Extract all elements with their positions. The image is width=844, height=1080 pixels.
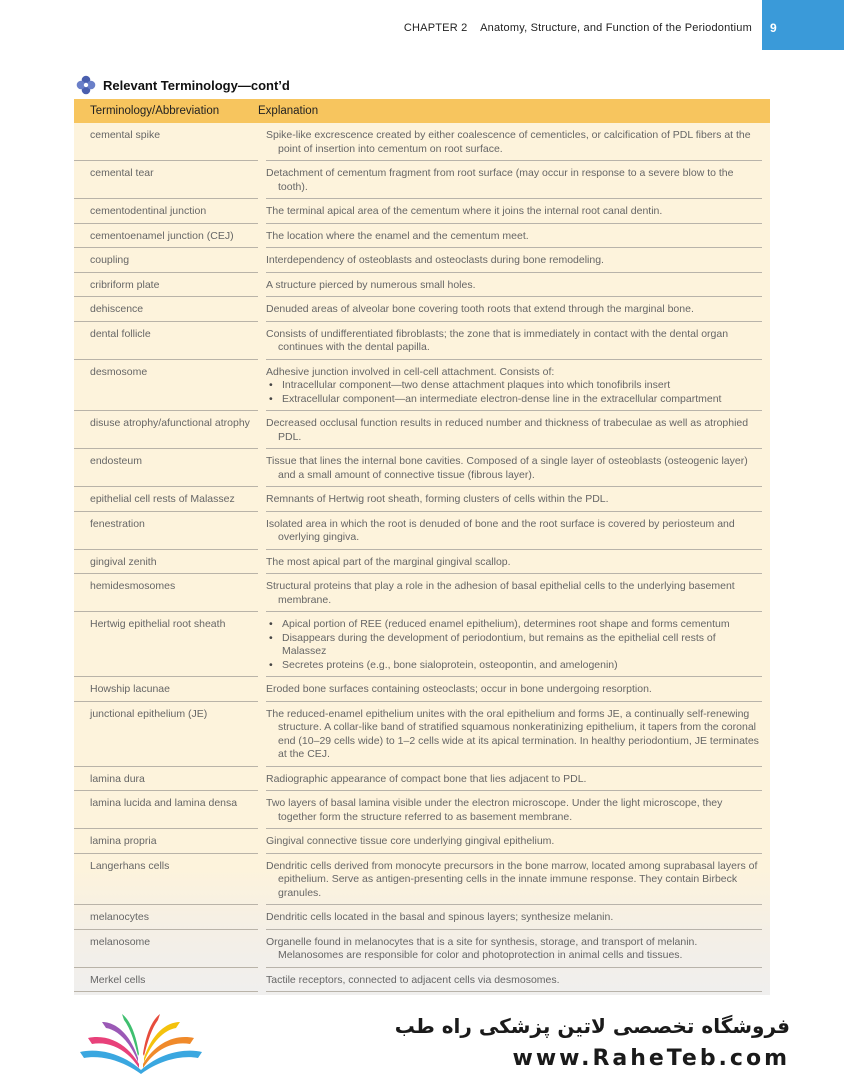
explanation-text: A structure pierced by numerous small holes. [266,278,476,291]
term-text: gingival zenith [90,555,157,568]
bullet-item: • Disappears during the development of periodontium, but remains as the epithelial cell rests of Malassez [266,632,762,659]
table-row [74,930,770,968]
term-text: Howship lacunae [90,683,170,695]
explanation-text: Tissue that lines the internal bone cavities. Composed of a single layer of osteoblasts (osteogenic layer) and a small amount of connective tissue (fibrous layer). [266,455,748,481]
explanation-text: Adhesive junction involved in cell-cell attachment. Consists of: [266,365,555,378]
explanation-cell [266,550,762,575]
term-cell [74,360,258,412]
term-cell [74,574,258,612]
term-text: dehiscence [90,303,144,315]
term-cell [74,829,258,854]
table-row [74,767,770,792]
explanation-text: The location where the enamel and the cementum meet. [266,229,529,242]
explanation-text: Detachment of cementum fragment from root surface (may occur in response to a severe blow to the tooth). [266,167,734,193]
column-gap [258,248,266,273]
column-header-term: Terminology/Abbreviation [90,105,220,117]
term-cell [74,930,258,968]
column-gap [258,273,266,298]
explanation-cell [266,297,762,322]
explanation-text: Structural proteins that play a role in the adhesion of basal epithelial cells to the underlying basement membrane. [266,580,735,606]
explanation-cell [266,322,762,360]
explanation-cell [266,791,762,829]
column-header-explanation: Explanation [258,105,319,117]
table-row [74,854,770,906]
term-cell [74,702,258,767]
explanation-cell [266,411,762,449]
term-cell [74,161,258,199]
explanation-cell [266,574,762,612]
chapter-label: CHAPTER 2 [403,22,468,34]
explanation-text: Interdependency of osteoblasts and osteoclasts during bone remodeling. [266,254,604,266]
explanation-text: Gingival connective tissue core underlying gingival epithelium. [266,835,555,847]
term-cell [74,411,258,449]
explanation-text: Decreased occlusal function results in reduced number and thickness of trabeculae as well as atrophied PDL. [266,417,749,443]
table-row [74,550,770,575]
term-cell [74,968,258,993]
term-cell [74,224,258,249]
term-text: desmosome [90,365,148,378]
column-gap [258,905,266,930]
explanation-cell [266,273,762,298]
column-gap [258,854,266,906]
column-gap [258,968,266,993]
term-cell [74,612,258,677]
column-gap [258,411,266,449]
open-book-logo [76,1008,206,1078]
table-row [74,905,770,930]
term-cell [74,767,258,792]
term-text: dental follicle [90,327,151,340]
table-row [74,411,770,449]
table-row [74,677,770,702]
column-gap [258,930,266,968]
explanation-cell [266,487,762,512]
explanation-cell [266,161,762,199]
term-cell [74,273,258,298]
term-text: cemental spike [90,129,161,141]
explanation-cell [266,677,762,702]
column-gap [258,297,266,322]
table-row [74,224,770,249]
bullet-list [266,379,762,406]
explanation-cell [266,123,762,161]
explanation-cell [266,449,762,487]
table-header [74,99,770,123]
explanation-text: Dendritic cells located in the basal and spinous layers; synthesize melanin. [266,911,614,923]
term-cell [74,322,258,360]
term-text: melanocytes [90,911,149,923]
explanation-text: The reduced-enamel epithelium unites with the oral epithelium and forms JE, a continually self-renewing structure. A collar-like band of stratified squamous nonkeratinizing epithelium, it tapers from the coronal end (10–29 cells wide) to 1–2 cells wide at its apical termination. In healthy periodontium, JE terminates at the CEJ. [266,707,759,760]
table-row [74,297,770,322]
term-cell [74,905,258,930]
table-row [74,322,770,360]
term-cell [74,550,258,575]
chapter-title: Anatomy, Structure, and Function of the Periodontium [480,22,752,34]
term-text: hemidesmosomes [90,580,176,592]
column-gap [258,677,266,702]
table-row [74,512,770,550]
explanation-cell [266,702,762,767]
explanation-cell [266,930,762,968]
term-text: Langerhans cells [90,859,170,872]
bullet-item: • Apical portion of REE (reduced enamel epithelium), determines root shape and forms cementum [266,618,762,632]
explanation-cell [266,905,762,930]
column-gap [258,512,266,550]
term-cell [74,791,258,829]
table-row [74,161,770,199]
table-row [74,449,770,487]
explanation-cell [266,512,762,550]
explanation-text: The terminal apical area of the cementum where it joins the internal root canal dentin. [266,205,663,217]
column-gap [258,612,266,677]
column-gap [258,791,266,829]
column-gap [258,829,266,854]
term-cell [74,487,258,512]
explanation-text: Tactile receptors, connected to adjacent cells via desmosomes. [266,973,560,986]
column-gap [258,322,266,360]
column-gap [258,767,266,792]
explanation-cell [266,829,762,854]
table-row [74,791,770,829]
term-cell [74,677,258,702]
term-cell [74,123,258,161]
term-cell [74,297,258,322]
term-cell [74,449,258,487]
table-row [74,199,770,224]
terminology-table [74,99,770,995]
table-row [74,829,770,854]
bullet-item: • Extracellular component—an intermediate electron-dense line in the extracellular compartment [266,393,762,407]
section-title: Relevant Terminology—cont’d [103,77,290,93]
term-text: Merkel cells [90,973,146,986]
explanation-text: Radiographic appearance of compact bone that lies adjacent to PDL. [266,772,587,785]
flower-icon [76,75,96,95]
explanation-text: Isolated area in which the root is denuded of bone and the root surface is covered by periosteum and overlying gingiva. [266,517,735,543]
bullet-list [266,618,762,672]
table-row [74,273,770,298]
table-row [74,360,770,412]
explanation-cell [266,224,762,249]
term-text: junctional epithelium (JE) [90,707,208,720]
column-gap [258,224,266,249]
page-number-box [762,0,844,50]
explanation-cell [266,360,762,412]
column-gap [258,199,266,224]
explanation-text: Eroded bone surfaces containing osteoclasts; occur in bone undergoing resorption. [266,683,652,695]
explanation-text: Spike-like excrescence created by either coalescence of cementicles, or calcification of PDL fibers at the point of insertion into cementum on root surface. [266,129,751,155]
table-row [74,612,770,677]
explanation-text: Denuded areas of alveolar bone covering tooth roots that extend through the marginal bone. [266,303,694,315]
explanation-cell [266,968,762,993]
term-text: disuse atrophy/afunctional atrophy [90,417,250,429]
term-text: epithelial cell rests of Malassez [90,493,235,505]
column-gap [258,487,266,512]
column-gap [258,702,266,767]
table-row [74,123,770,161]
term-text: endosteum [90,455,142,467]
store-name: فروشگاه تخصصی لاتین پزشکی راه طب [394,1014,790,1038]
term-text: lamina lucida and lamina densa [90,797,238,809]
explanation-cell [266,767,762,792]
column-gap [258,123,266,161]
term-text: cribriform plate [90,278,160,291]
explanation-cell [266,854,762,906]
page-number: 9 [770,21,777,35]
section-heading [76,74,290,96]
bullet-item: • Secretes proteins (e.g., bone sialoprotein, osteopontin, and amelogenin) [266,659,762,673]
store-url: www.RaheTeb.com [512,1046,790,1071]
term-text: cemental tear [90,167,154,179]
column-gap [258,360,266,412]
table-row [74,487,770,512]
term-cell [74,854,258,906]
term-cell [74,199,258,224]
table-row [74,968,770,993]
table-row [74,574,770,612]
running-title [404,22,752,34]
bullet-item: • Intracellular component—two dense attachment plaques into which tonofibrils insert [266,379,762,393]
column-gap [258,161,266,199]
explanation-cell [266,612,762,677]
term-text: cementoenamel junction (CEJ) [90,229,234,242]
term-text: lamina propria [90,835,157,847]
term-text: cementodentinal junction [90,205,207,217]
table-row [74,702,770,767]
column-gap [258,550,266,575]
explanation-text: Remnants of Hertwig root sheath, forming clusters of cells within the PDL. [266,493,609,505]
page-header [0,0,844,50]
term-cell [74,512,258,550]
explanation-text: The most apical part of the marginal gingival scallop. [266,555,511,568]
explanation-cell [266,248,762,273]
term-cell [74,248,258,273]
column-gap [258,574,266,612]
term-text: lamina dura [90,772,145,785]
table-row [74,248,770,273]
term-text: fenestration [90,517,145,530]
table-body [74,123,770,995]
term-text: Hertwig epithelial root sheath [90,618,226,630]
explanation-text: Consists of undifferentiated fibroblasts; the zone that is immediately in contact with the dental organ continues with the dental papilla. [266,327,729,353]
explanation-text: Organelle found in melanocytes that is a site for synthesis, storage, and transport of melanin. Melanosomes are responsible for color and photoprotection in animal cells and tissues. [266,935,698,961]
explanation-cell [266,199,762,224]
column-gap [258,449,266,487]
term-text: melanosome [90,935,151,948]
explanation-text: Two layers of basal lamina visible under the electron microscope. Under the light microscope, they together form the structure referred to as basement membrane. [266,797,723,823]
explanation-text: Dendritic cells derived from monocyte precursors in the bone marrow, located among suprabasal layers of epithelium. Serve as antigen-presenting cells in the innate immune response. They contain Birbeck granules. [266,859,758,899]
term-text: coupling [90,254,130,266]
